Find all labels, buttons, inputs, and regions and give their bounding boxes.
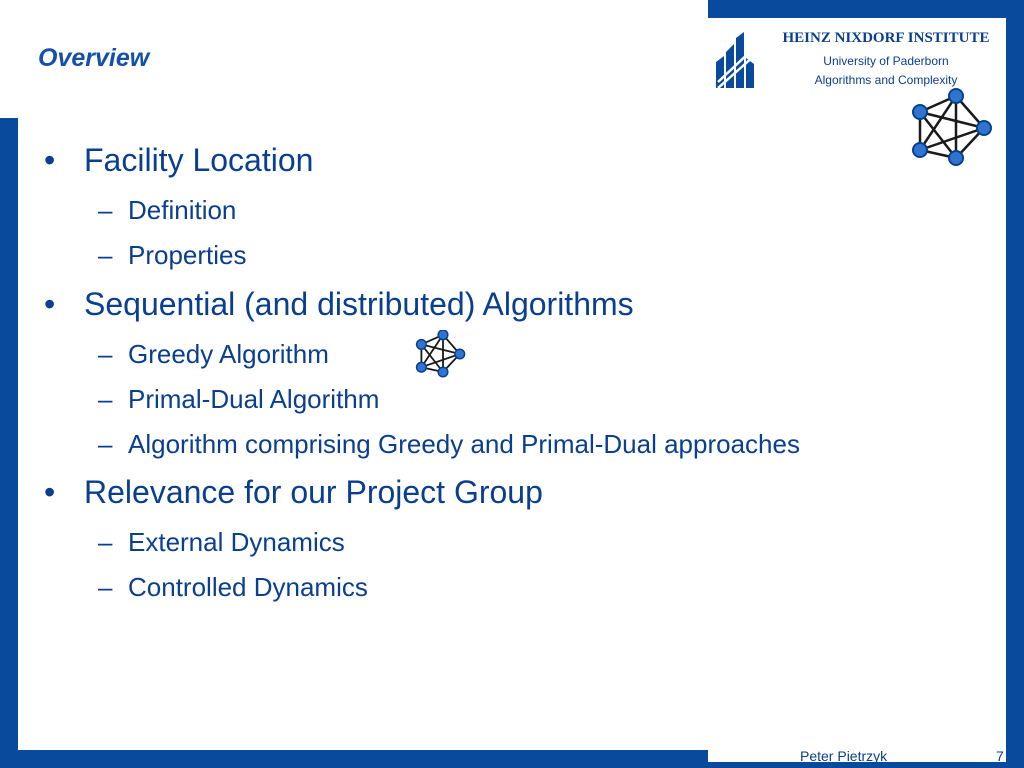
bullet-marker: • (44, 474, 56, 510)
institute-name: HEINZ NIXDORF INSTITUTE (782, 30, 990, 46)
network-graph-icon-small (412, 330, 468, 378)
dash-marker: – (98, 339, 113, 369)
page-number: 7 (996, 748, 1004, 764)
sub-bullet-text: Primal-Dual Algorithm (128, 384, 380, 414)
sub-bullet-text: Algorithm comprising Greedy and Primal-Dual approaches (128, 429, 800, 459)
sub-bullet-text: Definition (128, 195, 237, 225)
footer-author: Peter Pietrzyk (800, 748, 888, 764)
dash-marker: – (98, 195, 113, 225)
bullet-marker: • (44, 142, 56, 178)
frame-right-bar (1006, 0, 1024, 768)
sub-bullet-text: Properties (128, 240, 247, 270)
institute-header (714, 26, 1004, 96)
dash-marker: – (98, 240, 113, 270)
network-graph-icon (906, 88, 996, 168)
sub-bullet-text: Greedy Algorithm (128, 339, 329, 369)
dash-marker: – (98, 429, 113, 459)
dash-marker: – (98, 527, 113, 557)
dash-marker: – (98, 572, 113, 602)
frame-top-bar (708, 0, 1024, 18)
university-name: University of Paderborn (823, 54, 949, 68)
sub-bullet-text: External Dynamics (128, 527, 345, 557)
bullet-marker: • (44, 286, 56, 322)
frame-bottom-bar (0, 750, 708, 768)
slide-title: Overview (38, 44, 150, 72)
dash-marker: – (98, 384, 113, 414)
frame-left-bar (0, 118, 18, 768)
department-name: Algorithms and Complexity (814, 73, 958, 87)
bullet-text: Sequential (and distributed) Algorithms (84, 286, 634, 322)
bullet-text: Facility Location (84, 142, 314, 178)
sub-bullet-text: Controlled Dynamics (128, 572, 368, 602)
institute-logo-icon (714, 32, 758, 88)
bullet-text: Relevance for our Project Group (84, 474, 543, 510)
